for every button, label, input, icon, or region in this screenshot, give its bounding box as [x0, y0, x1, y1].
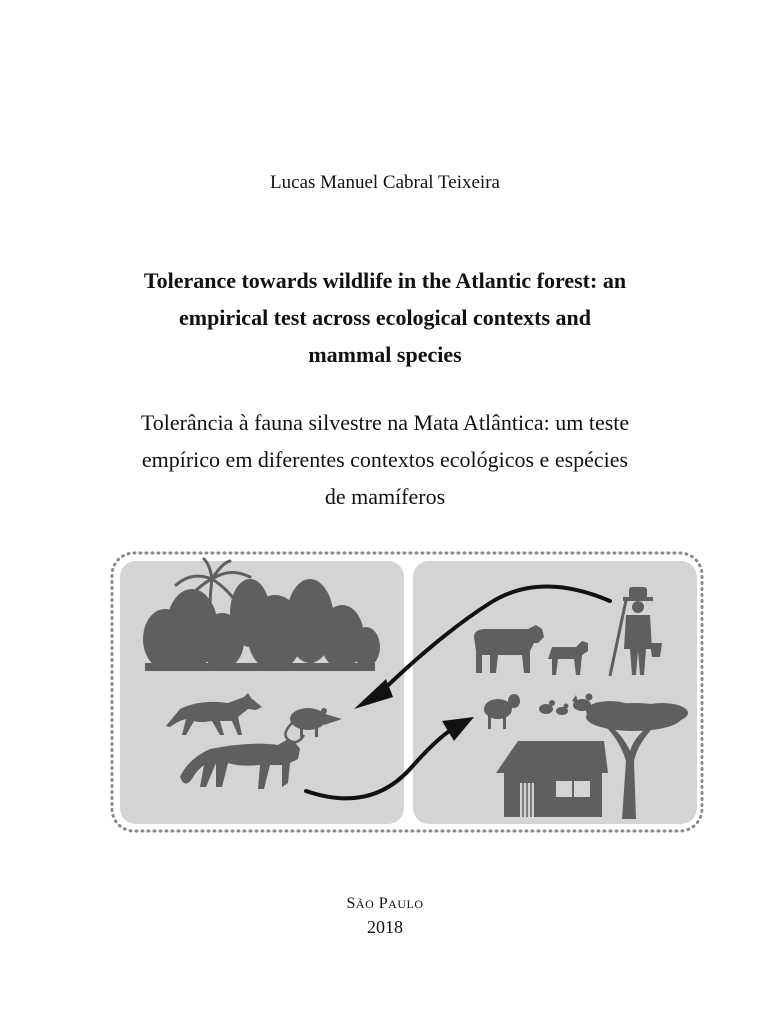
title-english	[0, 262, 770, 373]
cover-illustration	[110, 551, 706, 835]
title-portuguese-line: empírico em diferentes contextos ecológicos e espécies	[141, 447, 629, 472]
title-english-line: Tolerance towards wildlife in the Atlantic forest: an	[143, 268, 627, 293]
year: 2018	[367, 917, 403, 937]
city-small-caps: AULO	[388, 897, 424, 911]
house-icon	[496, 741, 608, 817]
city-small-caps: ÃO	[355, 897, 375, 911]
title-portuguese-line: Tolerância à fauna silvestre na Mata Atlântica: um teste	[140, 410, 630, 435]
title-english-line: empirical test across ecological contexts and	[178, 305, 591, 330]
city	[0, 895, 770, 913]
title-english-line: mammal species	[308, 342, 462, 367]
city-initial: P	[378, 895, 389, 912]
title-portuguese-line: de mamíferos	[324, 484, 446, 509]
city-initial: S	[346, 895, 356, 912]
title-portuguese	[0, 404, 770, 515]
author-name: Lucas Manuel Cabral Teixeira	[270, 172, 500, 193]
